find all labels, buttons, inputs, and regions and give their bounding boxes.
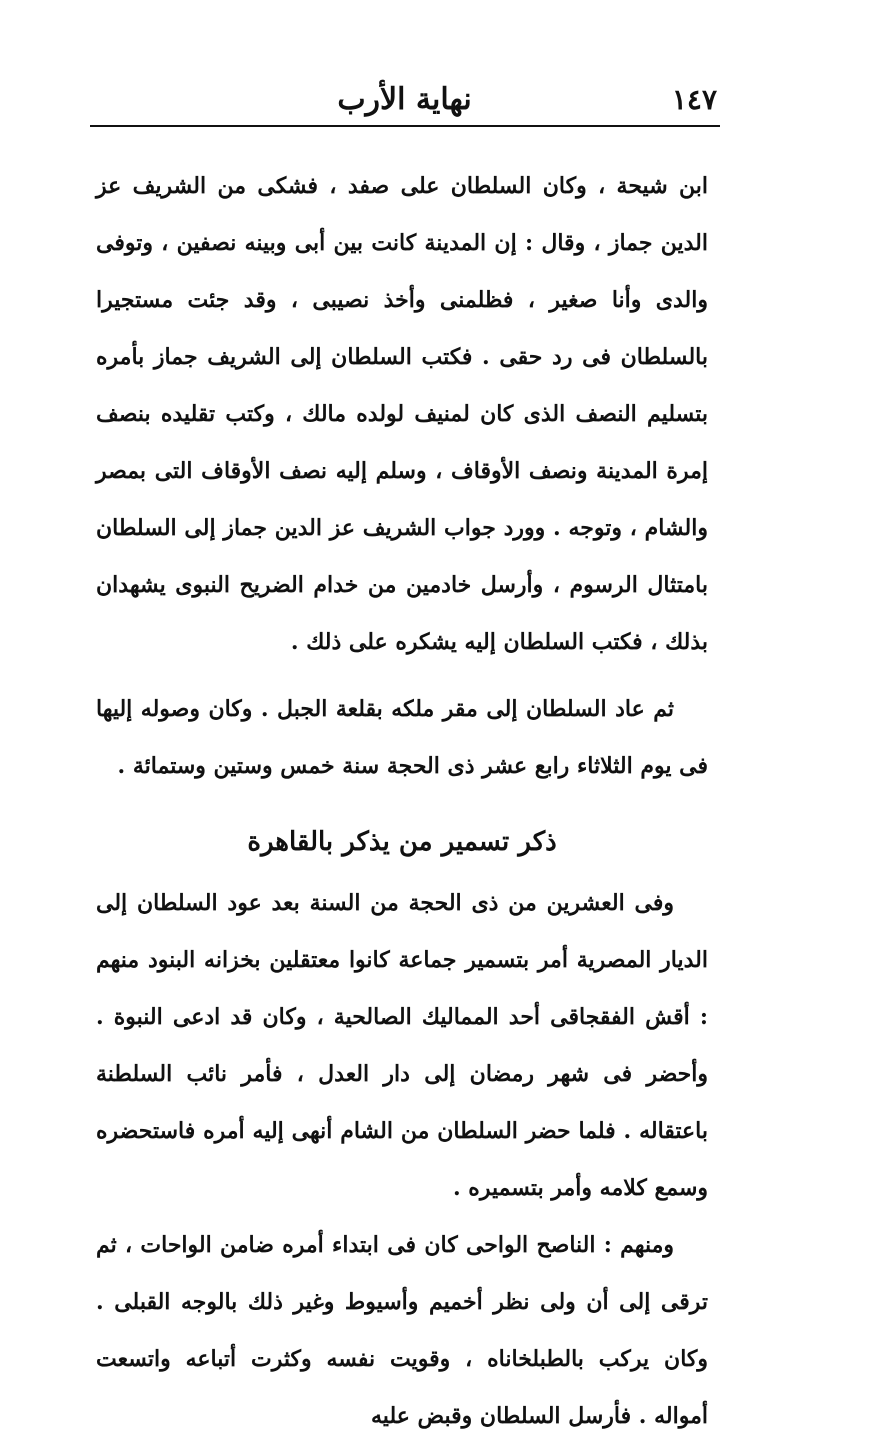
running-title: نهاية الأرب — [337, 82, 472, 117]
paragraph: وفى العشرين من ذى الحجة من السنة بعد عود السلطان إلى الديار المصرية أمر بتسمير جماعة كانوا معتقلين بخزانه البنود منهم : أقش الفقجاقى أحد المماليك الصالحية ، وكان قد ادعى النبوة . وأحضر فى شهر رمضان إلى دار العدل ، فأمر نائب السلطنة باعتقاله . فلما حضر السلطان من الشام أنهى إليه أمره فاستحضره وسمع كلامه وأمر بتسميره . — [96, 890, 709, 1201]
section-heading: ذكر تسمير من يذكر بالقاهرة — [247, 827, 557, 857]
page-header — [92, 78, 717, 122]
paragraph: ابن شيحة ، وكان السلطان على صفد ، فشكى من الشريف عز الدين جماز ، وقال : إن المدينة كانت بين أبى وبينه نصفين ، وتوفى والدى وأنا صغير ، فظلمنى وأخذ نصيبى ، وقد جئت مستجيرا بالسلطان فى رد حقى . فكتب السلطان إلى الشريف جماز بأمره بتسليم النصف الذى كان لمنيف لولده مالك ، وكتب تقليده بنصف إمرة المدينة ونصف الأوقاف ، وسلم إليه نصف الأوقاف التى بمصر والشام ، وتوجه . وورد جواب الشريف عز الدين جماز إلى السلطان بامتثال الرسوم ، وأرسل خادمين من خدام الضريح النبوى يشهدان بذلك ، فكتب السلطان إليه يشكره على ذلك . — [96, 173, 708, 655]
body-text — [96, 158, 708, 1445]
header-rule — [90, 125, 720, 127]
page-number: ١٤٧ — [671, 83, 717, 116]
paragraph: ومنهم : الناصح الواحى كان فى ابتداء أمره ضامن الواحات ، ثم ترقى إلى أن ولى نظر أخميم وأسيوط وغير ذلك بالوجه القبلى . وكان يركب بالطبلخاناه ، وقويت نفسه وكثرت أتباعه واتسعت أمواله . فأرسل السلطان وقبض عليه — [96, 1232, 708, 1429]
paragraph: ثم عاد السلطان إلى مقر ملكه بقلعة الجبل . وكان وصوله إليها فى يوم الثلاثاء رابع عشر ذى الحجة سنة خمس وستين وستمائة . — [96, 696, 708, 779]
